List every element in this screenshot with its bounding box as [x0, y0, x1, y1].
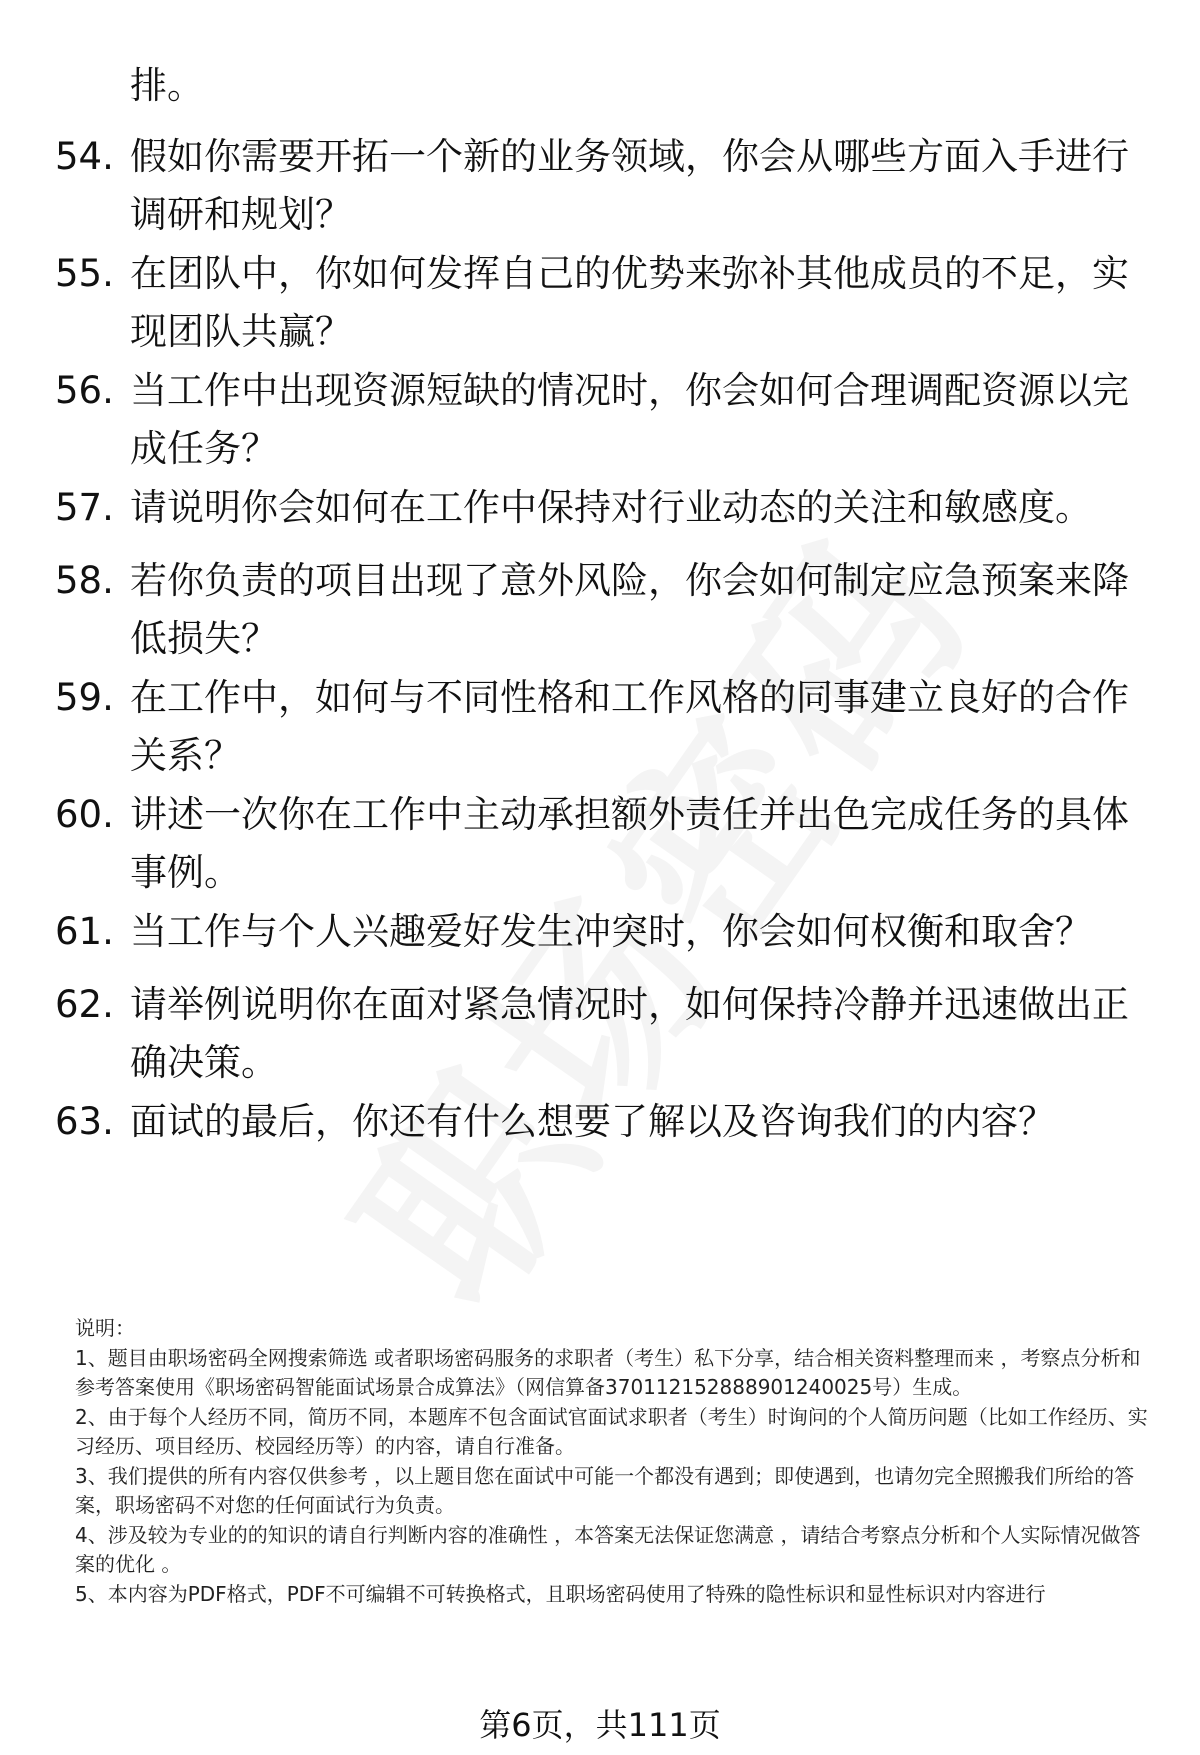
page-number: 第6页，共111页: [479, 1706, 721, 1744]
question-text: 请说明你会如何在工作中保持对行业动态的关注和敏感度。: [130, 486, 1092, 529]
question-item: [55, 362, 1145, 478]
note-item: 1、题目由职场密码全网搜索筛选 或者职场密码服务的求职者（考生）私下分享，结合相关资料整理而来 ，考察点分析和参考答案使用《职场密码智能面试场景合成算法》（网信算备370112152888901240025号）生成。: [75, 1345, 1141, 1399]
question-item: [55, 976, 1145, 1092]
question-item: [55, 903, 1145, 961]
question-number: 55.: [55, 252, 114, 295]
disclaimer-notes: [75, 1314, 1155, 1609]
question-number: 54.: [55, 135, 114, 178]
question-number: 56.: [55, 369, 114, 412]
note-item: 2、由于每个人经历不同，简历不同，本题库不包含面试官面试求职者（考生）时询问的个人简历问题（比如工作经历、实习经历、项目经历、校园经历等）的内容，请自行准备。: [75, 1404, 1148, 1458]
question-item: [55, 1093, 1145, 1151]
question-item: [55, 786, 1145, 902]
continuation-text: 排。: [130, 64, 204, 107]
question-text: 请举例说明你在面对紧急情况时，如何保持冷静并迅速做出正确决策。: [130, 983, 1129, 1084]
question-number: 61.: [55, 910, 114, 953]
question-text: 当工作与个人兴趣爱好发生冲突时，你会如何权衡和取舍？: [130, 910, 1092, 953]
question-number: 57.: [55, 486, 114, 529]
question-text: 若你负责的项目出现了意外风险，你会如何制定应急预案来降低损失？: [130, 559, 1129, 660]
question-item: [55, 245, 1145, 361]
question-text: 面试的最后，你还有什么想要了解以及咨询我们的内容？: [130, 1100, 1055, 1143]
question-item: [55, 128, 1145, 244]
question-number: 63.: [55, 1100, 114, 1143]
question-item: [55, 669, 1145, 785]
question-text: 讲述一次你在工作中主动承担额外责任并出色完成任务的具体事例。: [130, 793, 1129, 894]
question-item: [55, 479, 1145, 537]
question-number: 59.: [55, 676, 114, 719]
question-text: 假如你需要开拓一个新的业务领域，你会从哪些方面入手进行调研和规划？: [130, 135, 1129, 236]
question-number: 62.: [55, 983, 114, 1026]
note-item: 4、涉及较为专业的的知识的请自行判断内容的准确性 ，本答案无法保证您满意 ，请结合考察点分析和个人实际情况做答案的优化 。: [75, 1522, 1141, 1576]
question-text: 在工作中，如何与不同性格和工作风格的同事建立良好的合作关系？: [130, 676, 1129, 777]
notes-title: 说明：: [75, 1316, 135, 1340]
question-item: [55, 552, 1145, 668]
question-number: 60.: [55, 793, 114, 836]
note-item: 5、本内容为PDF格式，PDF不可编辑不可转换格式，且职场密码使用了特殊的隐性标识和显性标识对内容进行: [75, 1581, 1046, 1606]
question-number: 58.: [55, 559, 114, 602]
question-text: 当工作中出现资源短缺的情况时，你会如何合理调配资源以完成任务？: [130, 369, 1129, 470]
note-item: 3、我们提供的所有内容仅供参考 ，以上题目您在面试中可能一个都没有遇到；即使遇到，也请勿完全照搬我们所给的答案，职场密码不对您的任何面试行为负责。: [75, 1463, 1135, 1517]
question-text: 在团队中，你如何发挥自己的优势来弥补其他成员的不足，实现团队共赢？: [130, 252, 1129, 353]
